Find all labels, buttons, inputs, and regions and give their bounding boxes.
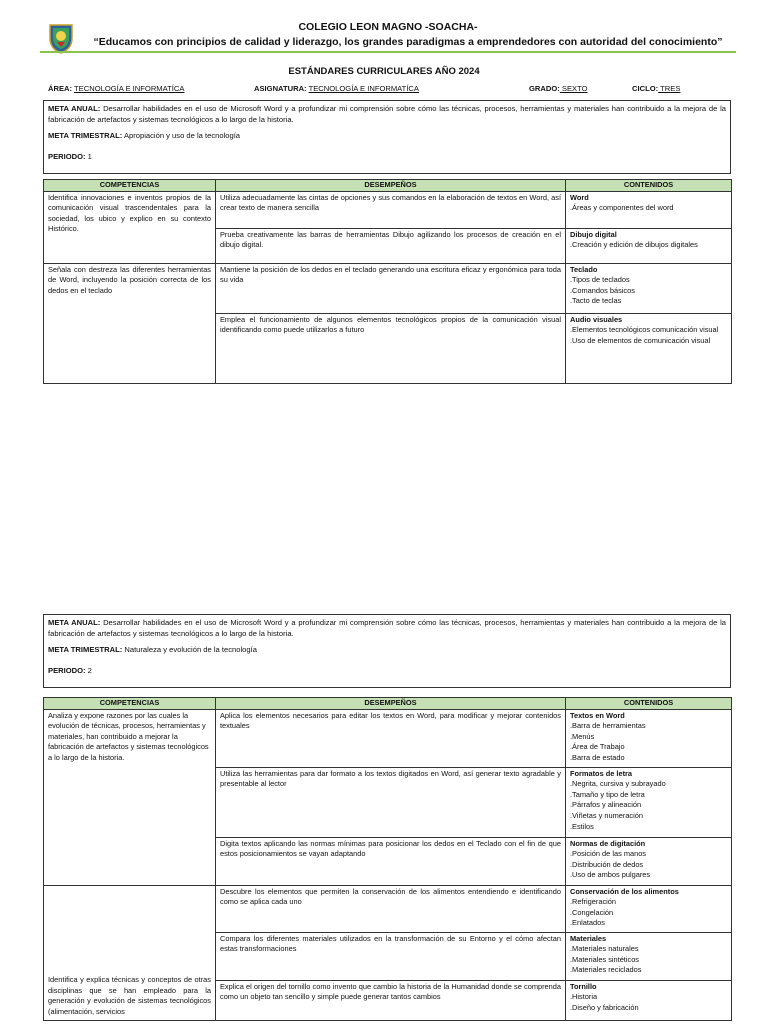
header-divider: [40, 51, 736, 53]
col-competencias: COMPETENCIAS: [44, 180, 216, 192]
subject-value: TECNOLOGÍA E INFORMATÍCA: [308, 84, 419, 93]
contenido-cell: Normas de digitación .Posición de las manos .Distribución de dedos .Uso de ambos pulgares: [566, 837, 732, 885]
desempeno-cell: Digita textos aplicando las normas mínimas para posicionar los dedos en el Teclado con el fin de que estos posicionamientos se vayan adaptando: [216, 837, 566, 885]
cycle-value: TRES: [658, 84, 681, 93]
subject-field: [254, 84, 419, 93]
school-name: COLEGIO LEON MAGNO -SOACHA-: [298, 21, 478, 33]
desempeno-cell: Aplica los elementos necesarios para editar los textos en Word, para modificar y mejorar contenidos textuales: [216, 709, 566, 767]
area-value: TECNOLOGÍA E INFORMATÍCA: [74, 84, 185, 93]
contenido-cell: Formatos de letra .Negrita, cursiva y subrayado .Tamaño y tipo de letra .Párrafos y alineación .Viñetas y numeración .Estilos: [566, 767, 732, 837]
quarter-goal: META TRIMESTRAL: Naturaleza y evolución de la tecnología: [48, 645, 257, 654]
subject-label: ASIGNATURA:: [254, 84, 307, 93]
contenido-cell: Dibujo digital .Creación y edición de dibujos digitales: [566, 228, 732, 263]
table-row: [44, 885, 732, 932]
table-row: [44, 263, 732, 313]
contenido-cell: Word .Áreas y componentes del word: [566, 191, 732, 228]
contenido-cell: Textos en Word .Barra de herramientas .Menús .Área de Trabajo .Barra de estado: [566, 709, 732, 767]
contenido-cell: Teclado .Tipos de teclados .Comandos básicos .Tacto de teclas: [566, 263, 732, 313]
period1-table: [43, 179, 732, 384]
area-field: [48, 84, 184, 93]
contenido-cell: Audio visuales .Elementos tecnológicos comunicación visual .Uso de elementos de comunicación visual: [566, 313, 732, 383]
school-motto: “Educamos con principios de calidad y liderazgo, los grandes paradigmas a emprendedores con autoridad del conocimiento”: [93, 36, 723, 48]
quarter-goal: META TRIMESTRAL: Apropiación y uso de la tecnología: [48, 131, 241, 140]
competencia-cell: Analiza y expone razones por las cuales la evolución de técnicas, procesos, herramientas y materiales, han contribuido a mejorar la fabricación de artefactos y sistemas tecnológicos a lo largo de la historia.: [44, 709, 216, 885]
grade-field: [529, 84, 588, 93]
course-meta: [48, 84, 738, 96]
standards-title: ESTÁNDARES CURRICULARES AÑO 2024: [288, 66, 480, 77]
desempeno-cell: Prueba creativamente las barras de herramientas Dibujo agilizando los procesos de creación en el dibujo digital.: [216, 228, 566, 263]
competencia-cell: Identifica innovaciones e inventos propios de la comunicación visual trascendentales para la sociedad, los ubico y explico en su contexto Histórico.: [44, 191, 216, 263]
col-contenidos: CONTENIDOS: [566, 698, 732, 710]
cycle-label: CICLO:: [632, 84, 659, 93]
contenido-cell: Tornillo .Historia .Diseño y fabricación: [566, 980, 732, 1020]
desempeno-cell: Compara los diferentes materiales utilizados en la transformación de su Entorno y el cómo afectan estas transformaciones: [216, 932, 566, 980]
cycle-field: [632, 84, 680, 93]
period2-goals: [43, 614, 731, 688]
competencia-cell: Identifica y explica técnicas y conceptos de otras disciplinas que se han empleado para la generación y evolución de sistemas tecnológicos (alimentación, servicios: [44, 885, 216, 1020]
annual-goal: META ANUAL: Desarrollar habilidades en el uso de Microsoft Word y a profundizar mi comprensión sobre cómo las técnicas, procesos, herramientas y materiales han contribuido a la mejora de la fabricación de artefactos y sistemas tecnológicos a lo largo de la historia.: [48, 104, 726, 124]
col-contenidos: CONTENIDOS: [566, 180, 732, 192]
grade-value: SEXTO: [559, 84, 588, 93]
desempeno-cell: Emplea el funcionamiento de algunos elementos tecnológicos propios de la comunicación visual identificando como puede utilizarlos a futuro: [216, 313, 566, 383]
period-number: PERIODO: 1: [48, 151, 92, 161]
table-row: [44, 709, 732, 767]
contenido-cell: Conservación de los alimentos .Refrigeración .Congelación .Enlatados: [566, 885, 732, 932]
desempeno-cell: Descubre los elementos que permiten la conservación de los alimentos entendiendo e identificando como se aplica cada uno: [216, 885, 566, 932]
contenido-cell: Materiales .Materiales naturales .Materiales sintéticos .Materiales reciclados: [566, 932, 732, 980]
desempeno-cell: Explica el origen del tornillo como invento que cambio la historia de la Humanidad donde se comprenda como un objeto tan sencillo y simple puede generar tantos cambios: [216, 980, 566, 1020]
col-competencias: COMPETENCIAS: [44, 698, 216, 710]
competencia-cell: Señala con destreza las diferentes herramientas de Word, incluyendo la posición correcta de los dedos en el teclado: [44, 263, 216, 383]
period-number: PERIODO: 2: [48, 665, 92, 675]
desempeno-cell: Mantiene la posición de los dedos en el teclado generando una escritura eficaz y ergonómica para toda su vida: [216, 263, 566, 313]
col-desempenos: DESEMPEÑOS: [216, 180, 566, 192]
period2-table: [43, 697, 732, 1021]
annual-goal: META ANUAL: Desarrollar habilidades en el uso de Microsoft Word y a profundizar mi comprensión sobre cómo las técnicas, procesos, herramientas y materiales han contribuido a la mejora de la fabricación de artefactos y sistemas tecnológicos a lo largo de la historia.: [48, 618, 726, 638]
col-desempenos: DESEMPEÑOS: [216, 698, 566, 710]
area-label: ÁREA:: [48, 84, 73, 93]
period1-goals: [43, 100, 731, 174]
grade-label: GRADO:: [529, 84, 560, 93]
table-row: [44, 191, 732, 228]
desempeno-cell: Utiliza adecuadamente las cintas de opciones y sus comandos en la elaboración de textos en Word, así crear texto de manera sencilla: [216, 191, 566, 228]
desempeno-cell: Utiliza las herramientas para dar formato a los textos digitados en Word, así generar texto agradable y presentable al lector: [216, 767, 566, 837]
